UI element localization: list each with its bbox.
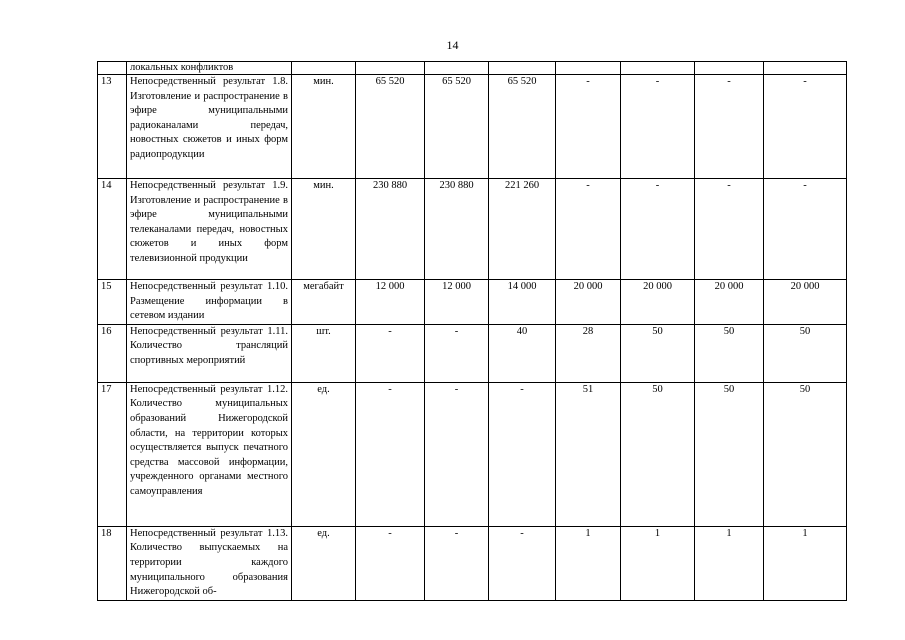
cell-value xyxy=(356,62,425,75)
cell-value: 65 520 xyxy=(356,75,425,179)
cell-value: 1 xyxy=(764,526,847,600)
cell-value: 50 xyxy=(695,324,764,382)
table-row xyxy=(98,75,847,179)
cell-value: - xyxy=(695,75,764,179)
cell-value: 50 xyxy=(621,324,695,382)
cell-value: 28 xyxy=(556,324,621,382)
indicators-table xyxy=(97,61,847,601)
cell-num: 13 xyxy=(98,75,127,179)
cell-value: - xyxy=(764,75,847,179)
cell-name: Непосредственный результат 1.11. Количество трансляций спортивных мероприятий xyxy=(127,324,292,382)
cell-value: - xyxy=(695,179,764,280)
cell-unit xyxy=(292,62,356,75)
cell-value xyxy=(621,62,695,75)
cell-num: 14 xyxy=(98,179,127,280)
cell-num xyxy=(98,62,127,75)
page-number: 14 xyxy=(446,38,459,52)
cell-unit: мин. xyxy=(292,75,356,179)
cell-num: 16 xyxy=(98,324,127,382)
cell-value: 230 880 xyxy=(425,179,489,280)
cell-value: 230 880 xyxy=(356,179,425,280)
cell-value: 50 xyxy=(695,382,764,526)
cell-unit: мин. xyxy=(292,179,356,280)
cell-value: - xyxy=(425,382,489,526)
table-row-continuation xyxy=(98,62,847,75)
cell-name: Непосредственный результат 1.12. Количество муниципальных образований Нижегородской области, на территории которых осуществляется выпуск печатного средства массовой информации, учрежденного органами местного самоуправления xyxy=(127,382,292,526)
cell-value xyxy=(695,62,764,75)
cell-value: 20 000 xyxy=(621,280,695,325)
cell-value: 20 000 xyxy=(556,280,621,325)
cell-name: локальных конфликтов xyxy=(127,62,292,75)
table-row xyxy=(98,324,847,382)
cell-value xyxy=(425,62,489,75)
table-row xyxy=(98,179,847,280)
cell-value: 65 520 xyxy=(489,75,556,179)
table-row xyxy=(98,280,847,325)
cell-unit: мегабайт xyxy=(292,280,356,325)
cell-value: 1 xyxy=(621,526,695,600)
cell-num: 17 xyxy=(98,382,127,526)
cell-value: 50 xyxy=(764,382,847,526)
cell-value: - xyxy=(556,179,621,280)
cell-value: - xyxy=(425,526,489,600)
cell-unit: ед. xyxy=(292,526,356,600)
cell-value: 14 000 xyxy=(489,280,556,325)
cell-name: Непосредственный результат 1.10. Размещение информации в сетевом издании xyxy=(127,280,292,325)
cell-name: Непосредственный результат 1.13. Количество выпускаемых на территории каждого муниципального образования Нижегородской об- xyxy=(127,526,292,600)
cell-value: - xyxy=(356,324,425,382)
cell-name: Непосредственный результат 1.8. Изготовление и распространение в эфире муниципальными радиоканалами передач, новостных сюжетов и иных форм радиопродукции xyxy=(127,75,292,179)
cell-value: - xyxy=(425,324,489,382)
cell-value: 1 xyxy=(556,526,621,600)
table-row xyxy=(98,382,847,526)
cell-value: 51 xyxy=(556,382,621,526)
cell-num: 15 xyxy=(98,280,127,325)
cell-value: 221 260 xyxy=(489,179,556,280)
cell-value: 1 xyxy=(695,526,764,600)
cell-value: 20 000 xyxy=(764,280,847,325)
cell-value: - xyxy=(489,382,556,526)
cell-value: 50 xyxy=(621,382,695,526)
cell-value: - xyxy=(764,179,847,280)
cell-value: 40 xyxy=(489,324,556,382)
cell-value xyxy=(764,62,847,75)
cell-value: - xyxy=(621,179,695,280)
cell-value xyxy=(489,62,556,75)
cell-unit: шт. xyxy=(292,324,356,382)
cell-value: 12 000 xyxy=(356,280,425,325)
cell-value: - xyxy=(489,526,556,600)
cell-value: - xyxy=(356,382,425,526)
cell-value: 50 xyxy=(764,324,847,382)
cell-value: - xyxy=(356,526,425,600)
cell-value: - xyxy=(621,75,695,179)
cell-name: Непосредственный результат 1.9. Изготовление и распространение в эфире муниципальными телеканалами передач, новостных сюжетов и иных форм телевизионной продукции xyxy=(127,179,292,280)
cell-value: 20 000 xyxy=(695,280,764,325)
cell-value: - xyxy=(556,75,621,179)
cell-value xyxy=(556,62,621,75)
table-row xyxy=(98,526,847,600)
cell-value: 12 000 xyxy=(425,280,489,325)
cell-value: 65 520 xyxy=(425,75,489,179)
cell-unit: ед. xyxy=(292,382,356,526)
cell-num: 18 xyxy=(98,526,127,600)
